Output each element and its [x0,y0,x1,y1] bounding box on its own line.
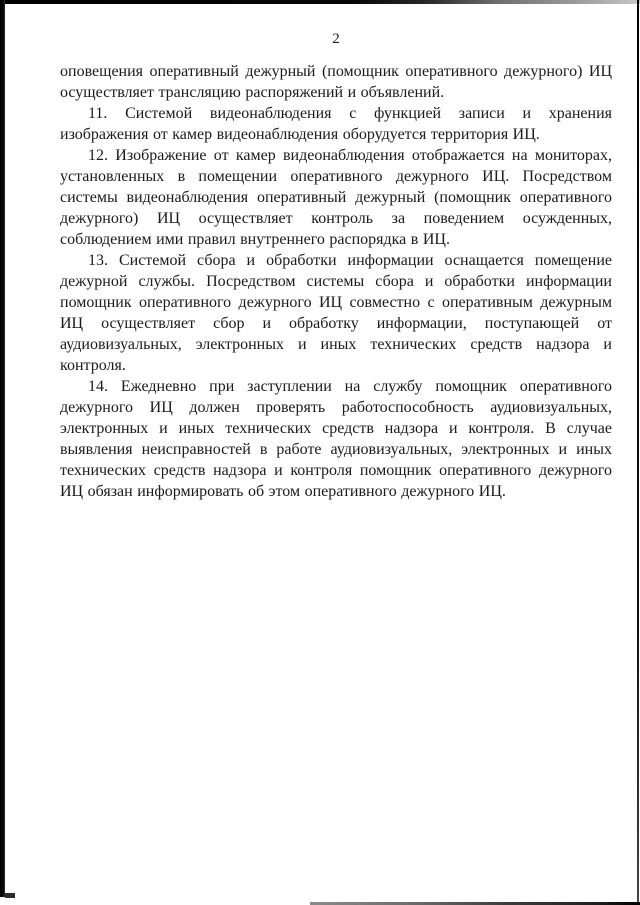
page-number: 2 [332,31,340,47]
page-content [60,0,612,502]
body-paragraph: 12. Изображение от камер видеонаблюдения отображается на мониторах, установленных в помещении оперативного дежурного ИЦ. Посредством системы видеонаблюдения оперативный дежурный (помощник оперативного дежурного) ИЦ осуществляет контроль за поведением осужденных, соблюдением ими правил внутреннего распорядка в ИЦ. [60,147,612,248]
body-paragraph: 11. Системой видеонаблюдения с функцией записи и хранения изображения от камер видеонаблюдения оборудуется территория ИЦ. [60,105,612,143]
scan-mark-bottom-left [5,893,15,898]
body-paragraph: 13. Системой сбора и обработки информации оснащается помещение дежурной службы. Посредством системы сбора и обработки информации помощник оперативного дежурного ИЦ совместно с оперативным дежурным ИЦ осуществляет сбор и обработку информации, поступающей от аудиовизуальных, электронных и иных технических средств надзора и контроля. [60,252,612,374]
body-paragraph: 14. Ежедневно при заступлении на службу помощник оперативного дежурного ИЦ должен проверять работоспособность аудиовизуальных, электронных и иных технических средств надзора и контроля. В случае выявления неисправностей в работе аудиовизуальных, электронных и иных технических средств надзора и контроля помощник оперативного дежурного ИЦ обязан информировать об этом оперативного дежурного ИЦ. [60,378,612,500]
body-paragraph: оповещения оперативный дежурный (помощник оперативного дежурного) ИЦ осуществляет трансляцию распоряжений и объявлений. [60,63,612,101]
scan-edge-left [0,0,5,897]
scan-edge-right [637,0,639,905]
body-text [60,61,612,502]
